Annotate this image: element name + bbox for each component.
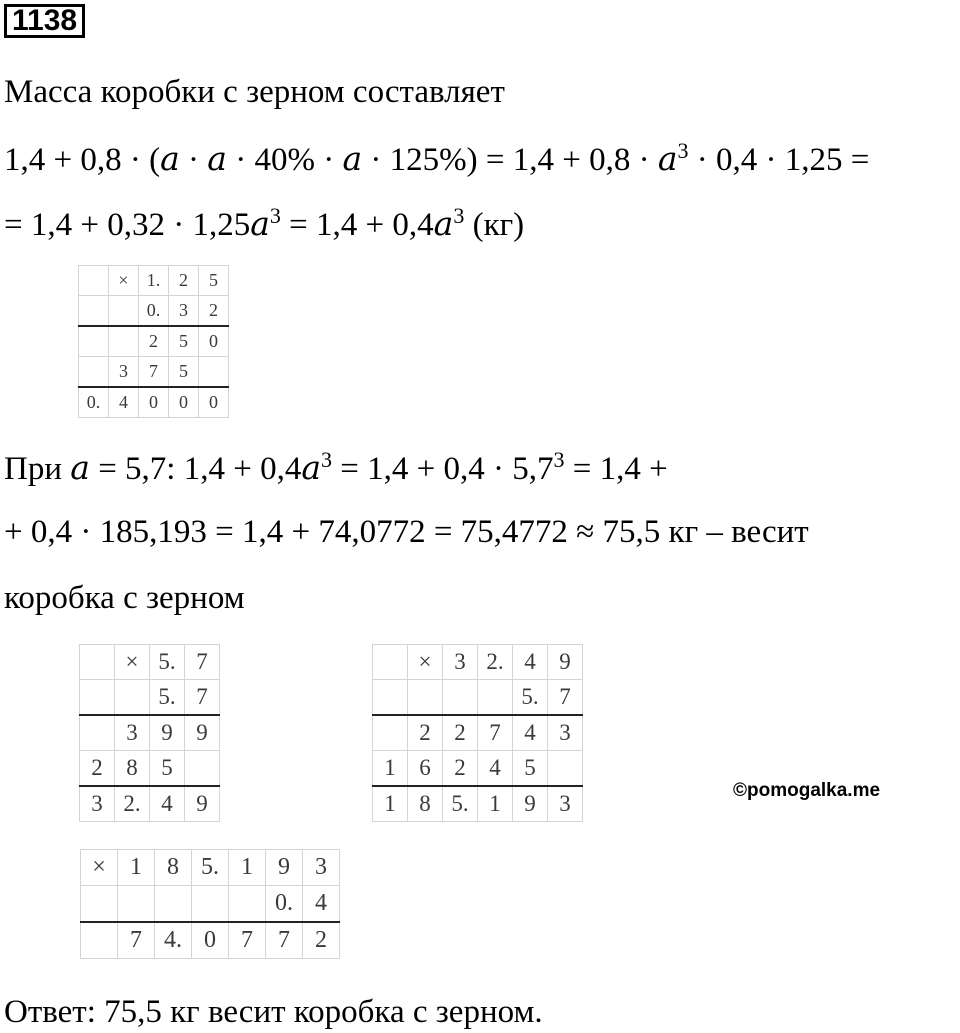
l4-part-4: = 1,4 +	[564, 451, 668, 487]
text-line-6: коробка с зерном	[4, 580, 245, 616]
table-cell: 6	[408, 751, 443, 787]
table-cell: 4	[513, 715, 548, 751]
table-cell: 9	[185, 715, 220, 751]
table-cell: 3	[548, 786, 583, 822]
table-cell	[80, 680, 115, 716]
table-cell: 0.	[266, 886, 303, 923]
table-cell: 2.	[478, 645, 513, 680]
table-cell: 1.	[139, 266, 169, 296]
table-cell	[229, 886, 266, 923]
table-cell: 2	[443, 715, 478, 751]
table-cell: 7	[229, 922, 266, 959]
table-cell: 3	[548, 715, 583, 751]
table-row	[373, 645, 583, 680]
table-cell: 4	[303, 886, 340, 923]
table-cell: 4.	[155, 922, 192, 959]
table-cell	[79, 266, 109, 296]
table-cell	[373, 715, 408, 751]
table-cell	[109, 326, 139, 357]
table-row	[79, 387, 229, 418]
table-cell	[109, 296, 139, 327]
l4-sup-2: 3	[553, 447, 565, 472]
l4-var-2: a	[301, 448, 322, 487]
table-cell: ×	[408, 645, 443, 680]
table-cell: 3	[169, 296, 199, 327]
table-cell	[80, 715, 115, 751]
l3-part-3: (кг)	[464, 207, 525, 243]
l4-var-1: a	[70, 448, 90, 487]
calc-table-1	[78, 265, 229, 418]
table-cell	[155, 886, 192, 923]
table-cell	[548, 751, 583, 787]
table-row	[80, 715, 220, 751]
table-cell: 5	[169, 357, 199, 388]
table-cell: 2	[169, 266, 199, 296]
table-cell: 3	[443, 645, 478, 680]
l2-part-4: · 125%) = 1,4 + 0,8 ·	[362, 142, 658, 178]
table-row	[81, 886, 340, 923]
table-cell: 2.	[115, 786, 150, 822]
calc-table-4	[80, 849, 340, 959]
answer-line: Ответ: 75,5 кг весит коробка с зерном.	[4, 994, 543, 1030]
table-cell: 5	[150, 751, 185, 787]
table-cell	[81, 922, 118, 959]
table-cell	[118, 886, 155, 923]
table-row	[80, 680, 220, 716]
table-cell: 0.	[139, 296, 169, 327]
table-cell: 7	[118, 922, 155, 959]
l2-part-3: · 40% ·	[226, 142, 343, 178]
l3-sup-1: 3	[269, 203, 281, 228]
table-cell: 1	[118, 850, 155, 886]
table-cell	[199, 357, 229, 388]
table-cell: 2	[80, 751, 115, 787]
l4-part-3: = 1,4 + 0,4 · 5,7	[332, 451, 554, 487]
table-cell: ×	[81, 850, 118, 886]
table-row	[80, 786, 220, 822]
table-cell: 1	[229, 850, 266, 886]
table-cell: 3	[109, 357, 139, 388]
table-cell: 0	[139, 387, 169, 418]
table-row	[79, 357, 229, 388]
calc-table-3	[372, 644, 583, 822]
table-cell: 9	[513, 786, 548, 822]
table-cell: ×	[109, 266, 139, 296]
text-line-5: + 0,4 · 185,193 = 1,4 + 74,0772 = 75,4772 ≈ 75,5 кг – весит	[4, 514, 809, 550]
table-row	[373, 786, 583, 822]
table-cell: 1	[478, 786, 513, 822]
l2-part-5: · 0,4 · 1,25 =	[688, 142, 870, 178]
table-cell: 4	[109, 387, 139, 418]
table-row	[79, 326, 229, 357]
table-cell: 7	[548, 680, 583, 716]
table-cell: 5.	[192, 850, 229, 886]
table-row	[79, 266, 229, 296]
l2-var-1: a	[160, 139, 180, 178]
table-cell: 2	[443, 751, 478, 787]
watermark: ©pomogalka.me	[733, 780, 881, 801]
l2-var-3: a	[342, 139, 363, 178]
table-cell: 0.	[79, 387, 109, 418]
table-row	[373, 715, 583, 751]
table-cell	[443, 680, 478, 716]
table-cell: 5.	[150, 645, 185, 680]
table-cell: 4	[150, 786, 185, 822]
calc-table-2	[79, 644, 220, 822]
table-cell: 5.	[150, 680, 185, 716]
l2-part-1: 1,4 + 0,8 · (	[4, 142, 161, 178]
table-cell: 7	[185, 680, 220, 716]
text-line-2	[4, 139, 869, 180]
table-cell	[373, 645, 408, 680]
table-cell: 5.	[443, 786, 478, 822]
table-cell: 1	[373, 786, 408, 822]
l3-part-1: = 1,4 + 0,32 · 1,25	[4, 207, 251, 243]
table-cell	[81, 886, 118, 923]
table-cell: 3	[303, 850, 340, 886]
table-cell	[408, 680, 443, 716]
table-row	[373, 751, 583, 787]
table-row	[81, 850, 340, 886]
l3-sup-2: 3	[453, 203, 465, 228]
table-cell: 5	[199, 266, 229, 296]
table-row	[79, 296, 229, 327]
table-cell: 0	[199, 387, 229, 418]
table-cell	[185, 751, 220, 787]
table-row	[80, 751, 220, 787]
table-cell: 9	[150, 715, 185, 751]
table-cell: 8	[408, 786, 443, 822]
table-cell: 5.	[513, 680, 548, 716]
table-cell	[79, 357, 109, 388]
table-row	[81, 922, 340, 959]
table-row	[80, 645, 220, 680]
l2-var-2: a	[207, 139, 227, 178]
table-cell	[478, 680, 513, 716]
table-cell	[192, 886, 229, 923]
text-line-4	[4, 448, 668, 489]
table-cell: ×	[115, 645, 150, 680]
l4-part-2: = 5,7: 1,4 + 0,4	[89, 451, 302, 487]
table-cell: 3	[80, 786, 115, 822]
table-cell: 7	[185, 645, 220, 680]
table-cell: 5	[513, 751, 548, 787]
l3-part-2: = 1,4 + 0,4	[280, 207, 434, 243]
l2-sup-1: 3	[677, 138, 689, 163]
table-cell	[115, 680, 150, 716]
table-cell: 9	[185, 786, 220, 822]
l2-var-4: a	[657, 139, 678, 178]
table-cell: 3	[115, 715, 150, 751]
table-cell: 7	[266, 922, 303, 959]
text-line-1: Масса коробки с зерном составляет	[4, 74, 505, 110]
l4-sup-1: 3	[321, 447, 333, 472]
table-cell	[79, 326, 109, 357]
l3-var-2: a	[433, 204, 454, 243]
table-cell: 5	[169, 326, 199, 357]
table-cell: 7	[478, 715, 513, 751]
table-cell	[79, 296, 109, 327]
table-cell: 1	[373, 751, 408, 787]
table-cell	[373, 680, 408, 716]
table-cell: 7	[139, 357, 169, 388]
l3-var-1: a	[250, 204, 270, 243]
table-cell: 0	[169, 387, 199, 418]
table-cell: 4	[478, 751, 513, 787]
table-cell: 9	[548, 645, 583, 680]
table-row	[373, 680, 583, 716]
table-cell: 8	[115, 751, 150, 787]
table-cell: 8	[155, 850, 192, 886]
table-cell: 9	[266, 850, 303, 886]
table-cell: 2	[139, 326, 169, 357]
table-cell: 2	[199, 296, 229, 327]
table-cell: 4	[513, 645, 548, 680]
table-cell: 2	[408, 715, 443, 751]
table-cell: 0	[192, 922, 229, 959]
problem-number: 1138	[4, 4, 85, 38]
l2-part-2: ·	[179, 142, 208, 178]
table-cell: 0	[199, 326, 229, 357]
l4-part-1: При	[4, 451, 71, 487]
table-cell	[80, 645, 115, 680]
text-line-3	[4, 204, 524, 245]
table-cell: 2	[303, 922, 340, 959]
